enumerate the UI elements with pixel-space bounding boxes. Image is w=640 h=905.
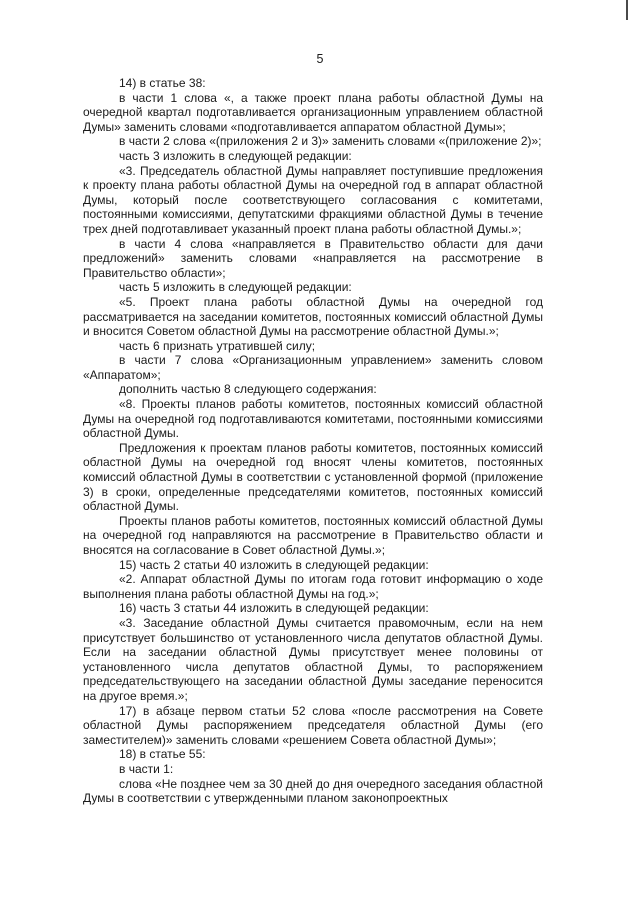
paragraph: 17) в абзаце первом статьи 52 слова «после рассмотрения на Совете областной Думы распоряжением председателя областной Думы (его заместителем)» заменить словами «решением Совета областной Думы»;: [83, 703, 543, 747]
paragraph: дополнить частью 8 следующего содержания:: [119, 382, 377, 397]
paragraph: 16) часть 3 статьи 44 изложить в следующей редакции:: [119, 601, 429, 616]
page-number: 5: [316, 52, 324, 66]
paragraph: «3. Председатель областной Думы направляет поступившие предложения к проекту плана работы областной Думы на очередной год в аппарат областной Думы, который после соответствующего согласования с комитетами, постоянными комиссиями, депутатскими фракциями областной Думы в течение трех дней подготавливает указанный проект плана работы областной Думы.»;: [83, 163, 543, 236]
paragraph: «5. Проект плана работы областной Думы на очередной год рассматривается на заседании комитетов, постоянных комиссий областной Думы и вносится Советом областной Думы на рассмотрение областной Думы.»;: [83, 294, 543, 339]
paragraph: 14) в статье 38:: [119, 76, 206, 90]
paragraph: «2. Аппарат областной Думы по итогам года готовит информацию о ходе выполнения плана работы областной Думы на год.»;: [83, 572, 543, 601]
paragraph: в части 7 слова «Организационным управлением» заменить словом «Аппаратом»;: [83, 353, 543, 382]
paragraph: часть 6 признать утратившей силу;: [119, 338, 316, 353]
paragraph: в части 1 слова «, а также проект плана работы областной Думы на очередной квартал подготавливается организационным управлением областной Думы» заменить словами «подготавливается аппаратом областной Думы»;: [83, 90, 543, 134]
document-body: [83, 76, 543, 806]
paragraph: «8. Проекты планов работы комитетов, постоянных комиссий областной Думы на очередной год подготавливаются комитетами, постоянными комиссиями областной Думы.: [83, 397, 543, 441]
paragraph: Проекты планов работы комитетов, постоянных комиссий областной Думы на очередной год направляются на рассмотрение в Правительство области и вносятся на согласование в Совет областной Думы.»;: [83, 513, 543, 557]
paragraph: часть 5 изложить в следующей редакции:: [119, 280, 352, 295]
paragraph: 18) в статье 55:: [119, 747, 206, 762]
paragraph: в части 4 слова «направляется в Правительство области для дачи предложений» заменить словами «направляется на рассмотрение в Правительство области»;: [83, 236, 543, 280]
paragraph: слова «Не позднее чем за 30 дней до дня очередного заседания областной Думы в соответствии с утвержденными планом законопроектных: [83, 776, 543, 806]
scan-edge-mark: [626, 0, 628, 20]
paragraph: в части 1:: [119, 761, 174, 776]
paragraph: часть 3 изложить в следующей редакции:: [119, 148, 352, 163]
paragraph: Предложения к проектам планов работы комитетов, постоянных комиссий областной Думы на очередной год вносят члены комитетов, постоянных комиссий областной Думы в соответствии с установленной формой (приложение 3) в сроки, определенные председателями комитетов, постоянных комиссий областной Думы.: [83, 440, 543, 514]
paragraph: в части 2 слова «(приложения 2 и 3)» заменить словами «(приложение 2)»;: [119, 134, 542, 149]
paragraph: «3. Заседание областной Думы считается правомочным, если на нем присутствует большинство от установленного числа депутатов областной Думы. Если на заседании областной Думы присутствует менее половины от установленного числа депутатов областной Думы, то распоряжением председательствующего на заседании областной Думы заседание переносится на другое время.»;: [83, 615, 543, 703]
paragraph: 15) часть 2 статьи 40 изложить в следующей редакции:: [119, 557, 429, 572]
